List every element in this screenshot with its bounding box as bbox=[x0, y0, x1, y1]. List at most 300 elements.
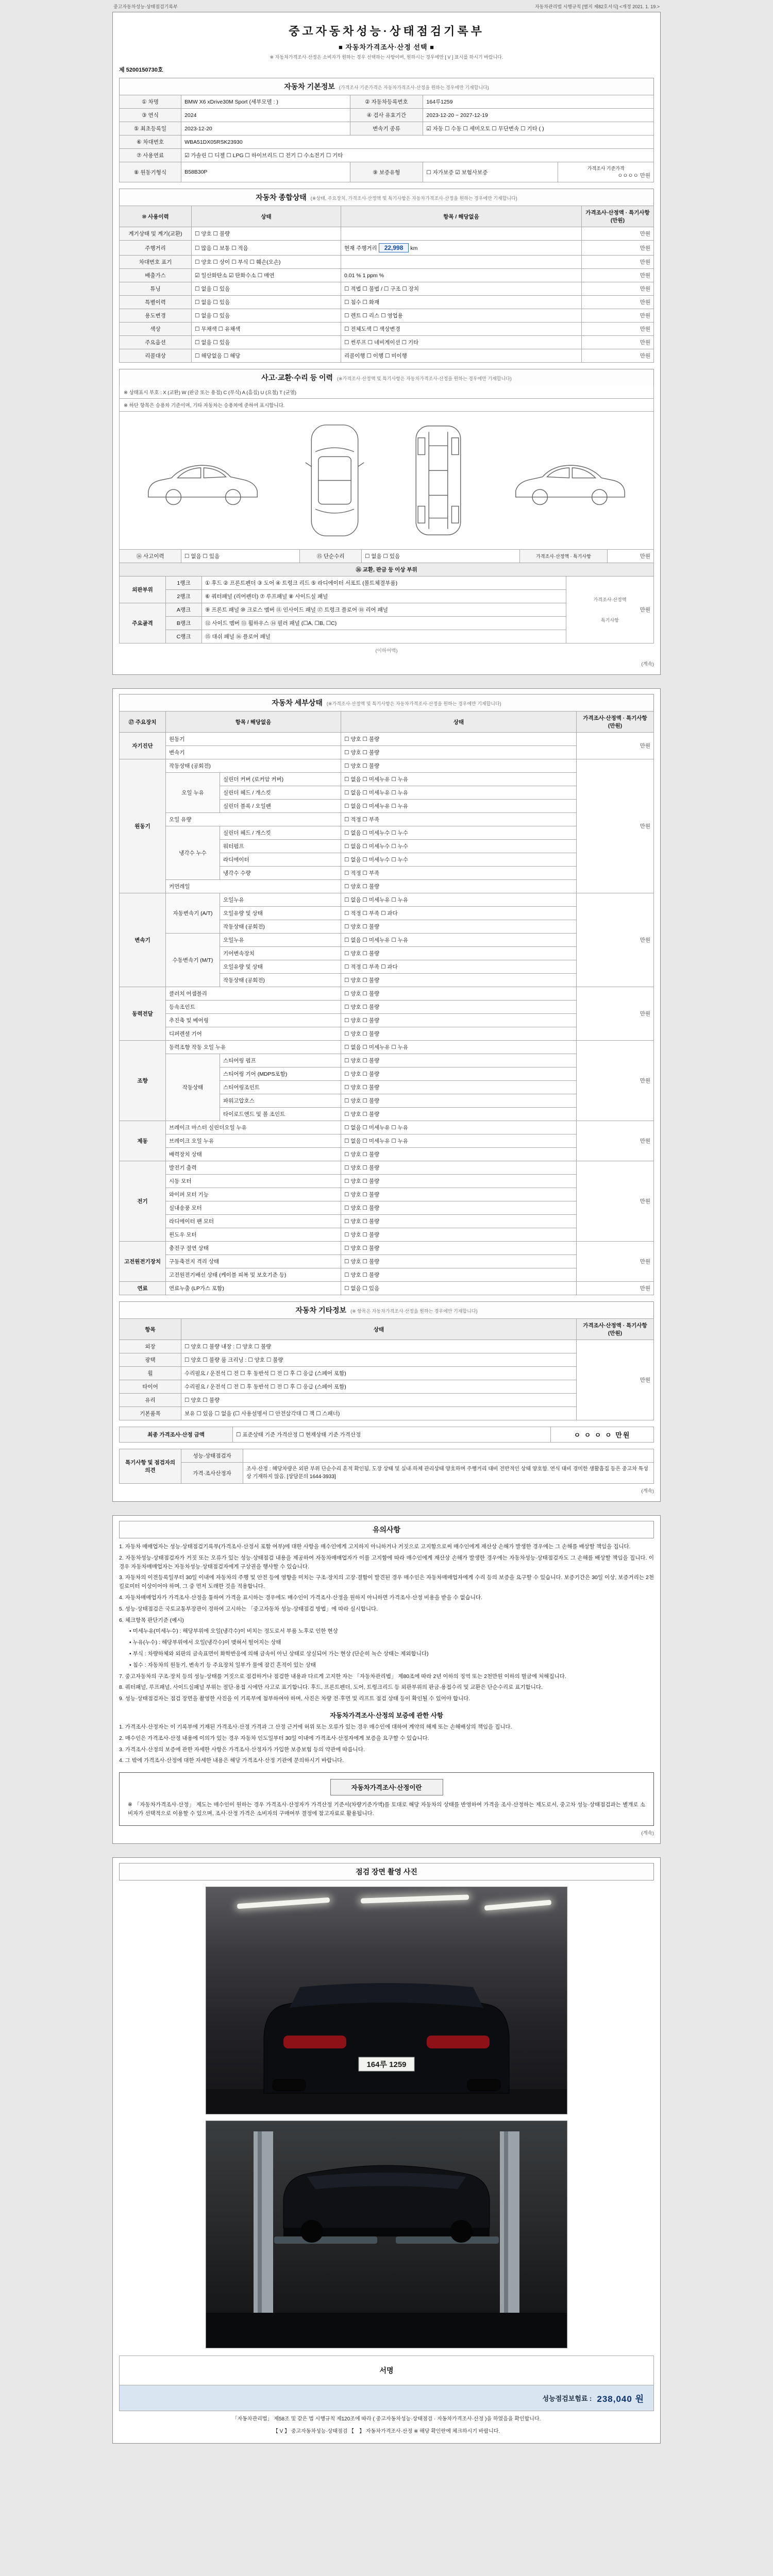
notice-paragraph: 4. 자동차매매업자가 가격조사·산정을 통하여 가격을 표시하는 경우에도 매수인이 가격조사·산정을 원하지 아니하면 가격조사·산정 비용을 받을 수 없습니다. bbox=[119, 1594, 482, 1601]
opinion-title: 특기사항 및 점검자의 의견 bbox=[120, 1449, 181, 1484]
condition-state-checkboxes[interactable]: ☐ 많음 ☐ 보통 ☐ 적음 bbox=[192, 241, 341, 256]
col-header: 항목 / 해당없음 bbox=[166, 711, 341, 733]
device-state-checkboxes[interactable]: ☐ 양호 ☐ 불량 bbox=[341, 1081, 577, 1094]
amount-cell[interactable]: 만원 bbox=[577, 987, 654, 1041]
continued-mark: (계속) bbox=[641, 662, 654, 667]
col-header: 상태 bbox=[341, 711, 577, 733]
condition-row bbox=[120, 227, 654, 241]
condition-state-checkboxes[interactable]: ☐ 해당없음 ☐ 해당 bbox=[192, 349, 341, 363]
amount-cell[interactable]: 만원 bbox=[582, 309, 654, 323]
device-state-checkboxes[interactable]: ☐ 양호 ☐ 불량 bbox=[341, 1067, 577, 1081]
device-state-checkboxes[interactable]: ☐ 없음 ☐ 미세누유 ☐ 누유 bbox=[341, 786, 577, 800]
device-state-checkboxes[interactable]: ☐ 양호 ☐ 불량 bbox=[341, 1242, 577, 1255]
final-price-value[interactable]: ㅇ ㅇ ㅇ ㅇ 만원 bbox=[551, 1427, 654, 1443]
device-state-checkboxes[interactable]: ☐ 없음 ☐ 미세누유 ☐ 누유 bbox=[341, 1121, 577, 1134]
device-state-checkboxes[interactable]: ☐ 양호 ☐ 불량 bbox=[341, 1188, 577, 1201]
device-state-checkboxes[interactable]: ☐ 양호 ☐ 불량 bbox=[341, 759, 577, 773]
basic-title-note: (가격조사 기준가격은 자동차가격조사·산정을 원하는 경우에만 기재합니다) bbox=[339, 85, 489, 90]
signature-label: 서명 bbox=[120, 2356, 653, 2385]
notice-paragraph: 4. 그 밖에 가격조사·산정에 대한 자세한 내용은 해당 가격조사·산정 기관에 문의하시기 바랍니다. bbox=[119, 1757, 344, 1764]
device-state-checkboxes[interactable]: ☐ 없음 ☐ 있음 bbox=[341, 1282, 577, 1295]
detailed-row bbox=[120, 746, 654, 759]
etc-label: 휠 bbox=[120, 1367, 181, 1380]
etc-title-note: (※ 항목은 자동차가격조사·산정을 원하는 경우에만 기재합니다) bbox=[350, 1309, 478, 1314]
col-header: 가격조사·산정액 · 특기사항 (만원) bbox=[582, 206, 654, 227]
condition-state-checkboxes[interactable]: ☐ 없음 ☐ 있음 bbox=[192, 309, 341, 323]
fuel-checkboxes[interactable]: ☑ 가솔린 ☐ 디젤 ☐ LPG ☐ 하이브리드 ☐ 전기 ☐ 수소전기 ☐ 기타 bbox=[181, 149, 654, 162]
condition-label: 배출가스 bbox=[120, 269, 192, 282]
device-item: 스티어링조인트 bbox=[220, 1081, 341, 1094]
opinion-table bbox=[119, 1449, 654, 1484]
notice-paragraph: 5. 성능·상태점검은 국토교통부장관이 정하여 고시하는 「중고자동차 성능·상태점검 방법」에 따라 실시합니다. bbox=[119, 1605, 378, 1612]
detailed-row bbox=[120, 1255, 654, 1268]
condition-state-checkboxes[interactable]: ☐ 없음 ☐ 있음 bbox=[192, 282, 341, 296]
amount-cell[interactable]: 만원 bbox=[582, 241, 654, 256]
notice-paragraph: 9. 성능·상태점검자는 점검 장면을 촬영한 사진을 이 기록부에 첨부하여야 하며, 사진은 차량 전·후면 및 리프트 점검 상태 등이 확인될 수 있어야 합니다. bbox=[119, 1696, 470, 1702]
car-rear-illustration bbox=[206, 1887, 567, 2114]
device-item: 브레이크 오일 누유 bbox=[166, 1134, 341, 1148]
table-header-row bbox=[120, 206, 654, 227]
device-group: 조향 bbox=[120, 1041, 166, 1121]
amount-cell[interactable]: 만원 bbox=[582, 349, 654, 363]
table-row bbox=[120, 1449, 654, 1463]
notice-paragraph: 1. 가격조사·산정자는 이 기록부에 기재된 가격조사·산정 가격과 그 산정 근거에 허위 또는 오류가 있는 경우 매수인에 대하여 계약의 해제 또는 손해배상의 책임을 집니다. bbox=[119, 1723, 512, 1730]
amount-block[interactable]: 가격조사·산정액 만원 특기사항 bbox=[566, 577, 653, 643]
check-selection-line: 【 V 】 중고자동차성능·상태점검 【 】 자동차가격조사·산정 ※ 해당 확인란에 체크하시기 바랍니다. bbox=[273, 2428, 500, 2434]
basic-title-text: 자동차 기본정보 bbox=[284, 82, 335, 91]
device-state-checkboxes[interactable]: ☐ 적정 ☐ 부족 ☐ 과다 bbox=[341, 960, 577, 974]
device-state-checkboxes[interactable]: ☐ 양호 ☐ 불량 bbox=[341, 1255, 577, 1268]
detailed-row bbox=[120, 1027, 654, 1041]
detailed-row bbox=[120, 1282, 654, 1295]
device-state-checkboxes[interactable]: ☐ 양호 ☐ 불량 bbox=[341, 1027, 577, 1041]
device-item: 오일유량 및 상태 bbox=[220, 907, 341, 920]
condition-row bbox=[120, 349, 654, 363]
car-diagram-top-frame bbox=[406, 420, 470, 541]
device-state-checkboxes[interactable]: ☐ 양호 ☐ 불량 bbox=[341, 974, 577, 987]
condition-label: 리콜대상 bbox=[120, 349, 192, 363]
amount-cell[interactable]: 만원 bbox=[577, 893, 654, 987]
condition-label: 용도변경 bbox=[120, 309, 192, 323]
amount-cell[interactable]: 만원 bbox=[577, 1282, 654, 1295]
device-group: 원동기 bbox=[120, 759, 166, 893]
etc-label: 유리 bbox=[120, 1394, 181, 1407]
device-item: 윈도우 모터 bbox=[166, 1228, 341, 1242]
device-group: 제동 bbox=[120, 1121, 166, 1161]
field-label: ② 자동차등록번호 bbox=[350, 95, 423, 109]
device-item: 스티어링 기어 (MDPS포함) bbox=[220, 1067, 341, 1081]
device-state-checkboxes[interactable]: ☐ 없음 ☐ 미세누수 ☐ 누수 bbox=[341, 853, 577, 867]
table-row bbox=[120, 95, 654, 109]
device-item: 작동상태 (공회전) bbox=[220, 974, 341, 987]
condition-label: 특별이력 bbox=[120, 296, 192, 309]
device-group: 동력전달 bbox=[120, 987, 166, 1041]
device-item: 클러치 어셈블리 bbox=[166, 987, 341, 1001]
col-header: 상태 bbox=[192, 206, 341, 227]
device-item: 라디에이터 bbox=[220, 853, 341, 867]
condition-state-checkboxes[interactable]: ☐ 무채색 ☐ 유채색 bbox=[192, 323, 341, 336]
field-label: ① 차명 bbox=[120, 95, 181, 109]
detailed-row bbox=[120, 893, 654, 907]
detailed-row bbox=[120, 1161, 654, 1175]
detailed-state-box bbox=[112, 688, 661, 1502]
insurance-fee-value: 238,040 원 bbox=[597, 2394, 644, 2404]
car-diagram-panel bbox=[119, 412, 654, 550]
condition-note: 리콜이행 ☐ 이행 ☐ 미이행 bbox=[341, 349, 582, 363]
field-label: ③ 연식 bbox=[120, 109, 181, 122]
notice-paragraph: 7. 중고자동차의 구조·장치 등의 성능·상태를 거짓으로 점검하거나 점검한 내용과 다르게 고지한 자는 「자동차관리법」 제80조에 따라 2년 이하의 징역 또는 2천만원 이하의 벌금에 처해집니다. bbox=[119, 1673, 566, 1680]
condition-label: 계기상태 및 계기(교환) bbox=[120, 227, 192, 241]
condition-row bbox=[120, 241, 654, 256]
condition-note: ☐ 렌트 ☐ 리스 ☐ 영업용 bbox=[341, 309, 582, 323]
amount-cell[interactable]: 만원 bbox=[577, 1041, 654, 1121]
model-year-value: 2024 bbox=[181, 109, 350, 122]
notices-box bbox=[112, 1515, 661, 1844]
condition-note bbox=[341, 256, 582, 269]
amount-cell[interactable]: 만원 bbox=[577, 1242, 654, 1282]
section-etc-title bbox=[119, 1301, 654, 1318]
insurance-fee-label: 성능점검보험료 : bbox=[542, 2394, 592, 2402]
device-item: 실린더 헤드 / 개스킷 bbox=[220, 826, 341, 840]
etc-row bbox=[120, 1340, 654, 1353]
price-option-subtitle: ■ 자동차가격조사·산정 선택 ■ bbox=[338, 43, 434, 51]
device-state-checkboxes[interactable]: ☐ 양호 ☐ 불량 bbox=[341, 1148, 577, 1161]
amount-cell[interactable]: 만원 bbox=[582, 269, 654, 282]
transmission-checkboxes[interactable]: ☑ 자동 ☐ 수동 ☐ 세미오토 ☐ 무단변속 ☐ 기타 ( ) bbox=[423, 122, 654, 135]
col-header: ⑩ 사용이력 bbox=[120, 206, 192, 227]
device-item: 발전기 출력 bbox=[166, 1161, 341, 1175]
device-state-checkboxes[interactable]: ☐ 없음 ☐ 미세누유 ☐ 누유 bbox=[341, 1134, 577, 1148]
car-rear-shape bbox=[264, 1983, 509, 2093]
insurance-fee-band bbox=[120, 2385, 653, 2411]
diagram-note-legend: ※ 하단 항목은 승용차 기준이며, 기타 자동차는 승용차에 준하여 표시합니다. bbox=[119, 399, 654, 412]
device-item: 파워고압호스 bbox=[220, 1094, 341, 1108]
detailed-title-text: 자동차 세부상태 bbox=[272, 699, 323, 707]
notice-paragraph: 8. 쿼터패널, 루프패널, 사이드실패널 부위는 절단·용접 시에만 사고로 표기합니다. 후드, 프론트펜더, 도어, 트렁크리드 등 외판부위의 판금·용접수리 및 교환은 단순수리로 표기합니다. bbox=[119, 1684, 543, 1691]
section-basic-title bbox=[119, 78, 654, 95]
detailed-row bbox=[120, 1001, 654, 1014]
device-item: 연료누출 (LP가스 포함) bbox=[166, 1282, 341, 1295]
device-state-checkboxes[interactable]: ☐ 양호 ☐ 불량 bbox=[341, 733, 577, 746]
condition-state-checkboxes[interactable]: ☑ 일산화탄소 ☑ 탄화수소 ☐ 매연 bbox=[192, 269, 341, 282]
condition-note: ☐ 썬루프 ☐ 네비게이션 ☐ 기타 bbox=[341, 336, 582, 349]
col-header: 가격조사·산정액 · 특기사항 (만원) bbox=[577, 1319, 654, 1340]
device-item: 디퍼렌셜 기어 bbox=[166, 1027, 341, 1041]
device-item: 동력조향 작동 오일 누유 bbox=[166, 1041, 341, 1054]
part-rank: 1랭크 bbox=[166, 577, 202, 590]
signature-box bbox=[119, 2355, 654, 2411]
part-rank: 2랭크 bbox=[166, 590, 202, 603]
condition-label: 색상 bbox=[120, 323, 192, 336]
exchange-part-row bbox=[120, 577, 654, 590]
amount-cell[interactable]: 만원 bbox=[582, 256, 654, 269]
photo-inspection-lift bbox=[206, 2121, 567, 2348]
base-price-cell bbox=[558, 162, 654, 182]
engine-type-value: B58B30P bbox=[181, 162, 350, 182]
car-diagram-side-left bbox=[142, 451, 263, 510]
device-state-checkboxes[interactable]: ☐ 양호 ☐ 불량 bbox=[341, 1161, 577, 1175]
device-state-checkboxes[interactable]: ☐ 없음 ☐ 미세누수 ☐ 누수 bbox=[341, 840, 577, 853]
part-items[interactable]: ① 후드 ② 프론트펜더 ③ 도어 ④ 트렁크 리드 ⑤ 라디에이터 서포트 (볼트체결부품) bbox=[202, 577, 566, 590]
device-state-checkboxes[interactable]: ☐ 양호 ☐ 불량 bbox=[341, 1054, 577, 1067]
etc-row bbox=[120, 1380, 654, 1394]
table-row bbox=[120, 550, 654, 563]
device-item: 기어변속장치 bbox=[220, 947, 341, 960]
detailed-row bbox=[120, 1175, 654, 1188]
table-row bbox=[120, 135, 654, 149]
lift-arm bbox=[396, 2236, 499, 2244]
table-header-row bbox=[120, 711, 654, 733]
lift-arm bbox=[274, 2236, 377, 2244]
amount-cell[interactable]: 만원 bbox=[577, 733, 654, 759]
table-row bbox=[120, 162, 654, 182]
device-item: 오일누유 bbox=[220, 893, 341, 907]
device-state-checkboxes[interactable]: ☐ 없음 ☐ 미세누유 ☐ 누유 bbox=[341, 893, 577, 907]
device-state-checkboxes[interactable]: ☐ 적정 ☐ 부족 ☐ 과다 bbox=[341, 907, 577, 920]
detailed-row bbox=[120, 1054, 654, 1067]
part-items[interactable]: ⑨ 프론트 패널 ⑩ 크로스 멤버 ⑪ 인사이드 패널 ⑰ 트렁크 플로어 ⑱ 리어 패널 bbox=[202, 603, 566, 617]
device-item: 커먼레일 bbox=[166, 880, 341, 893]
device-state-checkboxes[interactable]: ☐ 양호 ☐ 불량 bbox=[341, 746, 577, 759]
top-line-left: 중고자동차성능·상태점검기록부 bbox=[113, 4, 178, 9]
comprehensive-title-note: (※상태, 주요장치, 가격조사·산정액 및 특기사항은 자동차가격조사·산정을 원하는 경우에만 기재합니다) bbox=[310, 196, 517, 201]
etc-label: 광택 bbox=[120, 1353, 181, 1367]
device-item: 추진축 및 베어링 bbox=[166, 1014, 341, 1027]
lift-column bbox=[500, 2131, 519, 2313]
photo-inspection-rear bbox=[206, 1887, 567, 2114]
device-state-checkboxes[interactable]: ☐ 양호 ☐ 불량 bbox=[341, 1228, 577, 1242]
detailed-row bbox=[120, 987, 654, 1001]
detailed-row bbox=[120, 1228, 654, 1242]
car-on-lift-shape bbox=[274, 2165, 499, 2244]
device-state-checkboxes[interactable]: ☐ 없음 ☐ 미세누수 ☐ 누수 bbox=[341, 826, 577, 840]
pricing-notice-list bbox=[119, 1723, 654, 1765]
document-number: 제 5200150730호 bbox=[119, 67, 163, 73]
condition-row bbox=[120, 269, 654, 282]
device-item: 원동기 bbox=[166, 733, 341, 746]
field-label: ⑤ 최초등록일 bbox=[120, 122, 181, 135]
device-item: 냉각수 수량 bbox=[220, 867, 341, 880]
condition-state-checkboxes[interactable]: ☐ 없음 ☐ 있음 bbox=[192, 296, 341, 309]
amount-cell[interactable]: 만원 bbox=[577, 1340, 654, 1420]
etc-state-checkboxes[interactable]: ☐ 양호 ☐ 불량 bbox=[181, 1394, 577, 1407]
section-accident-title bbox=[119, 369, 654, 386]
amount-cell[interactable]: 만원 bbox=[608, 550, 654, 563]
lift-column bbox=[254, 2131, 273, 2313]
accident-title-text: 사고·교환·수리 등 이력 bbox=[261, 374, 333, 382]
accident-history-checkboxes[interactable]: ☐ 없음 ☐ 있음 bbox=[181, 550, 300, 563]
condition-note: 현재 주행거리 22,998 km bbox=[341, 241, 582, 256]
device-state-checkboxes[interactable]: ☐ 양호 ☐ 불량 bbox=[341, 1108, 577, 1121]
etc-state-checkboxes[interactable]: 보유 ☐ 있음 ☐ 없음 (☐ 사용설명서 ☐ 안전삼각대 ☐ 잭 ☐ 스패너) bbox=[181, 1407, 577, 1420]
device-state-checkboxes[interactable]: ☐ 양호 ☐ 불량 bbox=[341, 880, 577, 893]
device-state-checkboxes[interactable]: ☐ 양호 ☐ 불량 bbox=[341, 920, 577, 934]
device-subgroup: 자동변속기 (A/T) bbox=[166, 893, 220, 934]
col-header: 항목 bbox=[120, 1319, 181, 1340]
table-row bbox=[120, 109, 654, 122]
device-state-checkboxes[interactable]: ☐ 없음 ☐ 미세누유 ☐ 누유 bbox=[341, 773, 577, 786]
notice-paragraph: 3. 가격조사·산정의 보증에 관한 자세한 사항은 가격조사·산정자가 가입한 보증보험 등의 약관에 따릅니다. bbox=[119, 1746, 365, 1753]
notices-list bbox=[119, 1543, 654, 1703]
device-item: 작동상태 (공회전) bbox=[166, 759, 341, 773]
condition-state-checkboxes[interactable]: ☐ 양호 ☐ 불량 bbox=[192, 227, 341, 241]
etc-state-checkboxes[interactable]: ☐ 양호 ☐ 불량 내장 : ☐ 양호 ☐ 불량 bbox=[181, 1340, 577, 1353]
device-item: 배력장치 상태 bbox=[166, 1148, 341, 1161]
etc-state-checkboxes[interactable]: ☐ 양호 ☐ 불량 룸 크리닝 : ☐ 양호 ☐ 불량 bbox=[181, 1353, 577, 1367]
car-diagram-top-body bbox=[303, 420, 367, 541]
detailed-row bbox=[120, 759, 654, 773]
device-state-checkboxes[interactable]: ☐ 양호 ☐ 불량 bbox=[341, 947, 577, 960]
etc-row bbox=[120, 1353, 654, 1367]
price-option-note: ※ 자동차가격조사·산정은 소비자가 원하는 경우 선택하는 사항이며, 원하시는 경우에만 [ V ] 표시를 하시기 바랍니다. bbox=[270, 55, 503, 60]
amount-head: 가격조사·산정액 · 특기사항 bbox=[520, 550, 608, 563]
detailed-row bbox=[120, 1268, 654, 1282]
warranty-type-checkboxes[interactable]: ☐ 자가보증 ☑ 보험사보증 bbox=[423, 162, 558, 182]
device-item: 브레이크 마스터 실린더오일 누유 bbox=[166, 1121, 341, 1134]
device-item: 고전원전기배선 상태 (케이블 피복 및 보호기준 등) bbox=[166, 1268, 341, 1282]
device-state-checkboxes[interactable]: ☐ 양호 ☐ 불량 bbox=[341, 1001, 577, 1014]
device-state-checkboxes[interactable]: ☐ 양호 ☐ 불량 bbox=[341, 1268, 577, 1282]
etc-info-table bbox=[119, 1318, 654, 1420]
condition-row bbox=[120, 282, 654, 296]
etc-label: 외장 bbox=[120, 1340, 181, 1353]
amount-cell[interactable]: 만원 bbox=[577, 759, 654, 893]
amount-cell[interactable]: 만원 bbox=[577, 1121, 654, 1161]
device-state-checkboxes[interactable]: ☐ 양호 ☐ 불량 bbox=[341, 1215, 577, 1228]
device-state-checkboxes[interactable]: ☐ 없음 ☐ 미세누유 ☐ 누유 bbox=[341, 800, 577, 813]
odometer-value: 22,998 bbox=[379, 243, 409, 252]
device-subgroup: 수동변속기 (M/T) bbox=[166, 934, 220, 987]
amount-cell[interactable]: 만원 bbox=[577, 1161, 654, 1242]
condition-row bbox=[120, 323, 654, 336]
device-group: 고전원전기장치 bbox=[120, 1242, 166, 1282]
condition-label: 주행거리 bbox=[120, 241, 192, 256]
detailed-row bbox=[120, 1134, 654, 1148]
section-detailed-title bbox=[119, 694, 654, 711]
condition-note: ☐ 전체도색 ☐ 색상변경 bbox=[341, 323, 582, 336]
device-state-checkboxes[interactable]: ☐ 적정 ☐ 부족 bbox=[341, 813, 577, 826]
field-label: ⑧ 원동기형식 bbox=[120, 162, 181, 182]
condition-state-checkboxes[interactable]: ☐ 양호 ☐ 상이 ☐ 부식 ☐ 훼손(오손) bbox=[192, 256, 341, 269]
device-item: 실린더 블록 / 오일팬 bbox=[220, 800, 341, 813]
top-line-right: 자동차관리법 시행규칙 [별지 제82호서식] <개정 2021. 1. 19.> bbox=[534, 4, 660, 9]
condition-note bbox=[341, 227, 582, 241]
device-group: 연료 bbox=[120, 1282, 166, 1295]
device-item: 실린더 커버 (로커암 커버) bbox=[220, 773, 341, 786]
device-state-checkboxes[interactable]: ☐ 적정 ☐ 부족 bbox=[341, 867, 577, 880]
detailed-row bbox=[120, 1014, 654, 1027]
amount-cell[interactable]: 만원 bbox=[582, 336, 654, 349]
device-item: 라디에이터 팬 모터 bbox=[166, 1215, 341, 1228]
device-subgroup: 냉각수 누수 bbox=[166, 826, 220, 880]
amount-cell[interactable]: 만원 bbox=[582, 323, 654, 336]
field-label: ⑥ 차대번호 bbox=[120, 135, 181, 149]
detailed-row bbox=[120, 1041, 654, 1054]
device-item: 스티어링 펌프 bbox=[220, 1054, 341, 1067]
what-is-body: ※ 「자동차가격조사·산정」 제도는 매수인이 원하는 경우 가격조사·산정자가 가격산정 기준서(차량기준가액)를 토대로 해당 자동차의 상태를 반영하여 가격을 조사·산정하는 제도로서, 중고차 성능·상태점검과는 별개로 소비자가 선택적으로 이용할 수 있으며, 조사·산정 가격은 소비자의 구매여부 결정에 참고자료로 활용됩니다. bbox=[128, 1802, 645, 1817]
device-state-checkboxes[interactable]: ☐ 없음 ☐ 미세누유 ☐ 누유 bbox=[341, 934, 577, 947]
device-state-checkboxes[interactable]: ☐ 양호 ☐ 불량 bbox=[341, 1094, 577, 1108]
table-header-row bbox=[120, 563, 654, 577]
page bbox=[112, 0, 661, 2444]
pricing-notice-title: 자동차가격조사·산정의 보증에 관한 사항 bbox=[330, 1711, 443, 1719]
detailed-row bbox=[120, 1242, 654, 1255]
part-items[interactable]: ⑥ 쿼터패널 (리어펜더) ⑦ 루프패널 ⑧ 사이드실 패널 bbox=[202, 590, 566, 603]
etc-state-checkboxes[interactable]: 수리필요 / 운전석 ☐ 전 ☐ 후 동반석 ☐ 전 ☐ 후 ☐ 응급 (스페어 포함) bbox=[181, 1367, 577, 1380]
detailed-row bbox=[120, 1121, 654, 1134]
field-label: ④ 검사 유효기간 bbox=[350, 109, 423, 122]
device-state-checkboxes[interactable]: ☐ 양호 ☐ 불량 bbox=[341, 987, 577, 1001]
device-item: 작동상태 (공회전) bbox=[220, 920, 341, 934]
device-item: 워터펌프 bbox=[220, 840, 341, 853]
notice-paragraph: 2. 매수인은 가격조사·산정 내용에 이의가 있는 경우 자동차 인도일부터 30일 이내에 가격조사·산정자에게 보증을 요구할 수 있습니다. bbox=[119, 1735, 429, 1741]
final-price-checkboxes[interactable]: ☐ 표준상태 기준 가격산정 ☐ 현재상태 기준 가격산정 bbox=[233, 1427, 551, 1443]
notice-paragraph: 2. 자동차성능·상태점검자가 거짓 또는 오류가 있는 성능·상태점검 내용을 제공하여 자동차매매업자가 이를 고지함에 따라 매수인에게 재산상 손해가 발생한 경우에는 자동차성능·상태점검자도 그 손해를 배상할 책임을 집니다. 이 경우 자동차매매업자는 자동차성능·상태점검자에게 구상권을 행사할 수 있습니다. bbox=[119, 1554, 654, 1570]
inspection-period-value: 2023-12-20 ~ 2027-12-19 bbox=[423, 109, 654, 122]
damage-code-legend: ※ 상태표시 부호 : X (교환) W (판금 또는 용접) C (부식) A (흠집) U (요철) T (균열) bbox=[119, 386, 654, 399]
etc-row bbox=[120, 1394, 654, 1407]
device-item: 시동 모터 bbox=[166, 1175, 341, 1188]
device-subgroup: 작동상태 bbox=[166, 1054, 220, 1121]
base-price-value[interactable]: ㅇㅇㅇㅇ 만원 bbox=[561, 172, 650, 179]
etc-row bbox=[120, 1367, 654, 1380]
registration-number-value: 164루1259 bbox=[423, 95, 654, 109]
section-comprehensive-title bbox=[119, 189, 654, 206]
simple-repair-checkboxes[interactable]: ☐ 없음 ☐ 있음 bbox=[362, 550, 520, 563]
part-items[interactable]: ⑫ 사이드 멤버 ⑬ 휠하우스 ⑭ 필러 패널 (☐A, ☐B, ☐C) bbox=[202, 617, 566, 630]
continued-mark: (계속) bbox=[641, 1488, 654, 1494]
part-rank: A랭크 bbox=[166, 603, 202, 617]
detailed-state-table bbox=[119, 711, 654, 1295]
condition-label: 차대번호 표기 bbox=[120, 256, 192, 269]
photos-box bbox=[112, 1857, 661, 2444]
device-item: 오일유량 및 상태 bbox=[220, 960, 341, 974]
what-is-title: 자동차가격조사·산정이란 bbox=[330, 1779, 443, 1795]
condition-state-checkboxes[interactable]: ☐ 없음 ☐ 있음 bbox=[192, 336, 341, 349]
device-state-checkboxes[interactable]: ☐ 양호 ☐ 불량 bbox=[341, 1014, 577, 1027]
table-row bbox=[120, 1427, 654, 1443]
condition-note: 0.01 % 1 ppm % bbox=[341, 269, 582, 282]
device-state-checkboxes[interactable]: ☐ 양호 ☐ 불량 bbox=[341, 1175, 577, 1188]
etc-title-text: 자동차 기타정보 bbox=[295, 1306, 347, 1314]
device-state-checkboxes[interactable]: ☐ 양호 ☐ 불량 bbox=[341, 1201, 577, 1215]
device-item: 와이퍼 모터 기능 bbox=[166, 1188, 341, 1201]
amount-cell[interactable]: 만원 bbox=[582, 282, 654, 296]
part-items[interactable]: ⑮ 대쉬 패널 ⑯ 플로어 패널 bbox=[202, 630, 566, 643]
comprehensive-title-text: 자동차 종합상태 bbox=[256, 193, 307, 201]
device-item: 오일 유량 bbox=[166, 813, 341, 826]
device-item: 변속기 bbox=[166, 746, 341, 759]
device-subgroup: 오일 누유 bbox=[166, 773, 220, 813]
detailed-row bbox=[120, 826, 654, 840]
etc-state-checkboxes[interactable]: 수리필요 / 운전석 ☐ 전 ☐ 후 동반석 ☐ 전 ☐ 후 ☐ 응급 (스페어 포함) bbox=[181, 1380, 577, 1394]
what-is-box bbox=[119, 1772, 654, 1826]
vin-value: WBA51DX05RSK23930 bbox=[181, 135, 654, 149]
amount-cell[interactable]: 만원 bbox=[582, 296, 654, 309]
continued-mark: (계속) bbox=[641, 1830, 654, 1836]
license-plate: 164루 1259 bbox=[366, 2060, 407, 2069]
table-row bbox=[120, 1463, 654, 1484]
final-price-label: 최종 가격조사·산정 금액 bbox=[120, 1427, 233, 1443]
base-price-label: 가격조사 기준가격 bbox=[587, 166, 625, 171]
amount-cell[interactable]: 만원 bbox=[582, 227, 654, 241]
condition-row bbox=[120, 309, 654, 323]
detailed-row bbox=[120, 934, 654, 947]
device-state-checkboxes[interactable]: ☐ 없음 ☐ 미세누유 ☐ 누유 bbox=[341, 1041, 577, 1054]
field-label: 변속기 종류 bbox=[350, 122, 423, 135]
part-rank: C랭크 bbox=[166, 630, 202, 643]
notice-paragraph: • 침수 : 자동차의 원동기, 변속기 등 주요장치 일부가 물에 잠긴 흔적이 있는 상태 bbox=[129, 1662, 316, 1668]
